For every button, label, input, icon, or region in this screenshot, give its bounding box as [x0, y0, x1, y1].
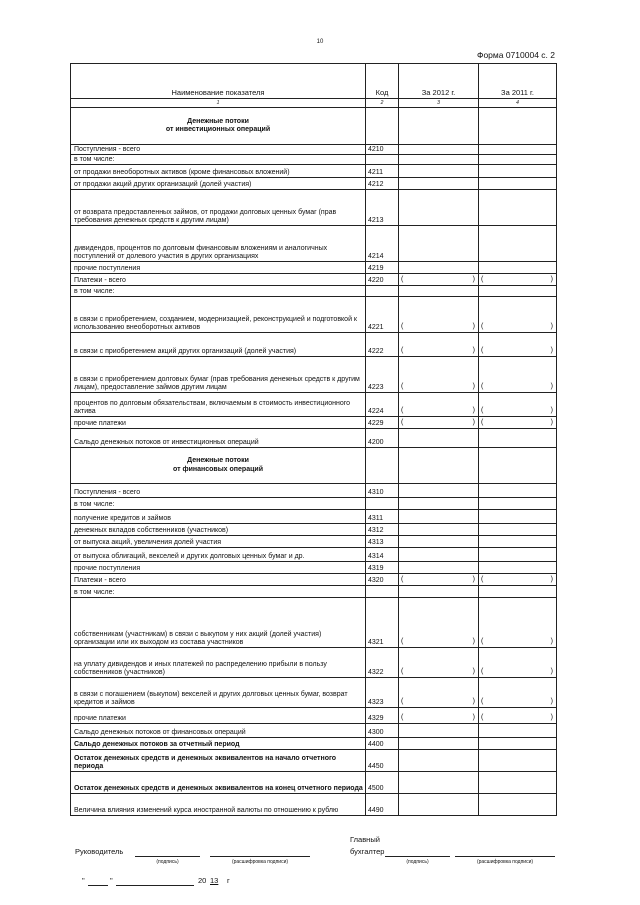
header-code: Код	[366, 64, 399, 99]
paren-close: )	[550, 406, 553, 414]
table-row	[71, 333, 557, 357]
indicator-name: от выпуска облигаций, векселей и других долговых ценных бумаг и др.	[71, 548, 366, 562]
value-current-cell[interactable]	[399, 333, 479, 357]
table-header-row	[71, 64, 557, 99]
indicator-code: 4490	[366, 794, 399, 816]
paren-close: )	[550, 575, 553, 583]
indicator-code: 4314	[366, 548, 399, 562]
value-previous-cell[interactable]	[479, 562, 557, 574]
indicator-name: денежных вкладов собственников (участников)	[71, 524, 366, 536]
form-number: Форма 0710004 с. 2	[476, 50, 555, 60]
paren-open: (	[481, 275, 484, 283]
indicator-name: дивидендов, процентов по долговым финансовым вложениям и аналогичных поступлений от долевого участия в других организациях	[71, 226, 366, 262]
indicator-name: собственникам (участникам) в связи с выкупом у них акций (долей участия) организации или их выходом из состава участников	[71, 598, 366, 648]
table-row	[71, 393, 557, 417]
value-current-cell[interactable]	[399, 648, 479, 678]
value-previous-cell[interactable]	[479, 510, 557, 524]
table-row	[71, 190, 557, 226]
value-previous-cell[interactable]	[479, 548, 557, 562]
table-row	[71, 498, 557, 510]
date-quote-close: "	[110, 876, 113, 885]
date-year-prefix: 20	[198, 876, 207, 885]
paren-open: (	[481, 346, 484, 354]
indicator-name: прочие платежи	[71, 417, 366, 429]
paren-close: )	[472, 637, 475, 645]
indicator-name: Платежи - всего	[71, 574, 366, 586]
value-previous-cell[interactable]	[479, 178, 557, 190]
value-current-cell[interactable]	[399, 226, 479, 262]
value-previous-cell[interactable]	[479, 724, 557, 738]
table-row	[71, 548, 557, 562]
paren-open: (	[401, 667, 404, 675]
chief-accountant-label-2: бухгалтер	[350, 847, 385, 856]
indicator-code: 4223	[366, 357, 399, 393]
indicator-name: Величина влияния изменений курса иностранной валюты по отношению к рублю	[71, 794, 366, 816]
value-previous-cell[interactable]	[479, 357, 557, 393]
table-row	[71, 429, 557, 448]
paren-close: )	[472, 418, 475, 426]
paren-open: (	[401, 713, 404, 721]
value-previous-cell[interactable]	[479, 678, 557, 708]
indicator-code	[366, 586, 399, 598]
value-previous-cell[interactable]	[479, 738, 557, 750]
value-previous-cell[interactable]	[479, 648, 557, 678]
paren-open: (	[401, 637, 404, 645]
head-signature-line[interactable]	[135, 856, 200, 857]
value-current-cell[interactable]	[399, 548, 479, 562]
indicator-name: в том числе:	[71, 498, 366, 510]
indicator-code: 4221	[366, 297, 399, 333]
paren-close: )	[550, 713, 553, 721]
indicator-name: прочие поступления	[71, 562, 366, 574]
paren-open: (	[481, 637, 484, 645]
indicator-code	[366, 498, 399, 510]
table-row	[71, 417, 557, 429]
indicator-code: 4214	[366, 226, 399, 262]
cash-flow-table	[70, 63, 557, 816]
paren-open: (	[481, 322, 484, 330]
paren-close: )	[472, 382, 475, 390]
paren-open: (	[481, 406, 484, 414]
head-decode-line[interactable]	[210, 856, 310, 857]
table-row	[71, 772, 557, 794]
paren-close: )	[472, 322, 475, 330]
value-previous-cell[interactable]	[479, 226, 557, 262]
paren-open: (	[481, 575, 484, 583]
table-row	[71, 178, 557, 190]
paren-close: )	[472, 713, 475, 721]
indicator-code: 4312	[366, 524, 399, 536]
value-current-cell[interactable]	[399, 155, 479, 165]
indicator-name: Сальдо денежных потоков от финансовых операций	[71, 724, 366, 738]
indicator-code	[366, 448, 399, 484]
value-current-cell[interactable]	[399, 357, 479, 393]
date-quote-open: "	[82, 876, 85, 885]
value-current-cell[interactable]	[399, 165, 479, 178]
indicator-name: в том числе:	[71, 155, 366, 165]
paren-open: (	[481, 697, 484, 705]
paren-open: (	[481, 667, 484, 675]
indicator-code	[366, 286, 399, 297]
value-current-cell[interactable]	[399, 108, 479, 145]
col-index-2: 2	[366, 99, 399, 108]
value-current-cell[interactable]	[399, 429, 479, 448]
column-index-row	[71, 99, 557, 108]
paren-open: (	[401, 418, 404, 426]
paren-open: (	[401, 697, 404, 705]
value-previous-cell[interactable]	[479, 750, 557, 772]
indicator-code: 4310	[366, 484, 399, 498]
date-year-unit: г	[227, 876, 230, 885]
indicator-name: Сальдо денежных потоков от инвестиционных операций	[71, 429, 366, 448]
indicator-code: 4323	[366, 678, 399, 708]
page-number: 10	[316, 39, 324, 45]
value-previous-cell[interactable]	[479, 574, 557, 586]
value-previous-cell[interactable]	[479, 448, 557, 484]
paren-open: (	[481, 418, 484, 426]
value-previous-cell[interactable]	[479, 429, 557, 448]
paren-close: )	[550, 382, 553, 390]
table-row	[71, 598, 557, 648]
indicator-code: 4320	[366, 574, 399, 586]
indicator-name: Остаток денежных средств и денежных эквивалентов на начало отчетного периода	[71, 750, 366, 772]
value-current-cell[interactable]	[399, 772, 479, 794]
value-current-cell[interactable]	[399, 448, 479, 484]
indicator-code: 4224	[366, 393, 399, 417]
value-previous-cell[interactable]	[479, 393, 557, 417]
paren-open: (	[401, 406, 404, 414]
indicator-code: 4450	[366, 750, 399, 772]
date-day-line[interactable]	[88, 885, 108, 886]
value-current-cell[interactable]	[399, 524, 479, 536]
date-year-suffix: 13	[210, 876, 219, 885]
value-current-cell[interactable]	[399, 498, 479, 510]
header-year-previous: За 2011 г.	[479, 64, 557, 99]
value-previous-cell[interactable]	[479, 274, 557, 286]
indicator-code: 4400	[366, 738, 399, 750]
indicator-code	[366, 155, 399, 165]
indicator-name: прочие поступления	[71, 262, 366, 274]
table-row	[71, 574, 557, 586]
table-row	[71, 286, 557, 297]
value-current-cell[interactable]	[399, 708, 479, 724]
indicator-name: от выпуска акций, увеличения долей участия	[71, 536, 366, 548]
paren-close: )	[472, 346, 475, 354]
value-current-cell[interactable]	[399, 297, 479, 333]
indicator-name: от продажи акций других организаций (долей участия)	[71, 178, 366, 190]
value-current-cell[interactable]	[399, 586, 479, 598]
value-current-cell[interactable]	[399, 794, 479, 816]
paren-open: (	[401, 322, 404, 330]
indicator-name: Остаток денежных средств и денежных эквивалентов на конец отчетного периода	[71, 772, 366, 794]
indicator-code: 4211	[366, 165, 399, 178]
table-row	[71, 165, 557, 178]
table-row	[71, 750, 557, 772]
table-row	[71, 536, 557, 548]
table-row	[71, 262, 557, 274]
value-current-cell[interactable]	[399, 536, 479, 548]
indicator-code: 4313	[366, 536, 399, 548]
value-current-cell[interactable]	[399, 484, 479, 498]
indicator-name: в связи с приобретением акций других организаций (долей участия)	[71, 333, 366, 357]
value-previous-cell[interactable]	[479, 498, 557, 510]
section-header-row	[71, 108, 557, 145]
table-row	[71, 586, 557, 598]
indicator-name: Платежи - всего	[71, 274, 366, 286]
section-header-row	[71, 448, 557, 484]
value-current-cell[interactable]	[399, 145, 479, 155]
indicator-code: 4213	[366, 190, 399, 226]
indicator-name: в связи с приобретением долговых бумаг (прав требования денежных средств к другим лицам), предоставление займов другим лицам	[71, 357, 366, 393]
paren-close: )	[472, 697, 475, 705]
value-current-cell[interactable]	[399, 678, 479, 708]
value-previous-cell[interactable]	[479, 524, 557, 536]
col-index-4: 4	[479, 99, 557, 108]
paren-close: )	[472, 575, 475, 583]
value-current-cell[interactable]	[399, 417, 479, 429]
table-row	[71, 145, 557, 155]
table-row	[71, 738, 557, 750]
header-year-current: За 2012 г.	[399, 64, 479, 99]
paren-close: )	[550, 322, 553, 330]
table-row	[71, 155, 557, 165]
value-current-cell[interactable]	[399, 598, 479, 648]
indicator-name: от продажи внеоборотных активов (кроме финансовых вложений)	[71, 165, 366, 178]
value-current-cell[interactable]	[399, 724, 479, 738]
value-previous-cell[interactable]	[479, 165, 557, 178]
indicator-code: 4329	[366, 708, 399, 724]
table-row	[71, 648, 557, 678]
table-row	[71, 510, 557, 524]
indicator-code: 4219	[366, 262, 399, 274]
value-current-cell[interactable]	[399, 286, 479, 297]
paren-close: )	[550, 346, 553, 354]
table-row	[71, 678, 557, 708]
indicator-code: 4222	[366, 333, 399, 357]
value-previous-cell[interactable]	[479, 536, 557, 548]
section-title: Денежные потоки от финансовых операций	[71, 448, 366, 484]
indicator-code: 4311	[366, 510, 399, 524]
paren-close: )	[550, 418, 553, 426]
value-previous-cell[interactable]	[479, 586, 557, 598]
indicator-code: 4319	[366, 562, 399, 574]
table-row	[71, 794, 557, 816]
indicator-code: 4220	[366, 274, 399, 286]
paren-close: )	[472, 667, 475, 675]
value-previous-cell[interactable]	[479, 708, 557, 724]
indicator-code: 4500	[366, 772, 399, 794]
table-row	[71, 524, 557, 536]
table-row	[71, 708, 557, 724]
value-current-cell[interactable]	[399, 574, 479, 586]
paren-close: )	[472, 406, 475, 414]
indicator-name: Поступления - всего	[71, 484, 366, 498]
indicator-name: Поступления - всего	[71, 145, 366, 155]
paren-open: (	[481, 382, 484, 390]
table-row	[71, 724, 557, 738]
table-row	[71, 274, 557, 286]
value-previous-cell[interactable]	[479, 772, 557, 794]
paren-close: )	[550, 275, 553, 283]
indicator-code: 4200	[366, 429, 399, 448]
paren-open: (	[481, 713, 484, 721]
value-previous-cell[interactable]	[479, 262, 557, 274]
indicator-code: 4300	[366, 724, 399, 738]
value-current-cell[interactable]	[399, 738, 479, 750]
chief-decode-line[interactable]	[455, 856, 555, 857]
value-previous-cell[interactable]	[479, 297, 557, 333]
paren-close: )	[472, 275, 475, 283]
value-current-cell[interactable]	[399, 274, 479, 286]
indicator-name: в связи с приобретением, созданием, модернизацией, реконструкцией и подготовкой к использованию внеоборотных активов	[71, 297, 366, 333]
table-row	[71, 562, 557, 574]
date-month-line[interactable]	[116, 885, 194, 886]
value-previous-cell[interactable]	[479, 484, 557, 498]
value-current-cell[interactable]	[399, 510, 479, 524]
indicator-name: получение кредитов и займов	[71, 510, 366, 524]
paren-close: )	[550, 637, 553, 645]
indicator-code: 4212	[366, 178, 399, 190]
chief-sign-caption: (подпись)	[406, 859, 429, 865]
indicator-code: 4322	[366, 648, 399, 678]
chief-accountant-label-1: Главный	[350, 835, 380, 844]
table-row	[71, 297, 557, 333]
table-row	[71, 226, 557, 262]
paren-open: (	[401, 346, 404, 354]
indicator-name: от возврата предоставленных займов, от продажи долговых ценных бумаг (прав требования денежных средств к другим лицам)	[71, 190, 366, 226]
value-previous-cell[interactable]	[479, 794, 557, 816]
chief-signature-line[interactable]	[385, 856, 450, 857]
paren-close: )	[550, 667, 553, 675]
chief-decode-caption: (расшифровка подписи)	[476, 859, 534, 865]
indicator-name: в том числе:	[71, 286, 366, 297]
paren-open: (	[401, 382, 404, 390]
indicator-code: 4210	[366, 145, 399, 155]
value-previous-cell[interactable]	[479, 145, 557, 155]
value-current-cell[interactable]	[399, 190, 479, 226]
paren-open: (	[401, 575, 404, 583]
value-previous-cell[interactable]	[479, 286, 557, 297]
value-previous-cell[interactable]	[479, 333, 557, 357]
indicator-name: прочие платежи	[71, 708, 366, 724]
value-previous-cell[interactable]	[479, 598, 557, 648]
section-title: Денежные потоки от инвестиционных операций	[71, 108, 366, 145]
indicator-name: в связи с погашением (выкупом) векселей и других долговых ценных бумаг, возврат кредитов и займов	[71, 678, 366, 708]
value-current-cell[interactable]	[399, 178, 479, 190]
head-sign-caption: (подпись)	[156, 859, 179, 865]
paren-open: (	[401, 275, 404, 283]
paren-close: )	[550, 697, 553, 705]
indicator-name: процентов по долговым обязательствам, включаемым в стоимость инвестиционного актива	[71, 393, 366, 417]
indicator-code: 4321	[366, 598, 399, 648]
header-name: Наименование показателя	[71, 64, 366, 99]
indicator-code: 4229	[366, 417, 399, 429]
value-current-cell[interactable]	[399, 562, 479, 574]
indicator-name: на уплату дивидендов и иных платежей по распределению прибыли в пользу собственников (участников)	[71, 648, 366, 678]
value-previous-cell[interactable]	[479, 108, 557, 145]
value-current-cell[interactable]	[399, 262, 479, 274]
value-current-cell[interactable]	[399, 750, 479, 772]
indicator-code	[366, 108, 399, 145]
value-previous-cell[interactable]	[479, 190, 557, 226]
head-label: Руководитель	[75, 847, 124, 856]
value-previous-cell[interactable]	[479, 417, 557, 429]
value-current-cell[interactable]	[399, 393, 479, 417]
indicator-name: в том числе:	[71, 586, 366, 598]
col-index-3: 3	[399, 99, 479, 108]
table-row	[71, 484, 557, 498]
table-row	[71, 357, 557, 393]
head-decode-caption: (расшифровка подписи)	[231, 859, 289, 865]
col-index-1: 1	[71, 99, 366, 108]
value-previous-cell[interactable]	[479, 155, 557, 165]
indicator-name: Сальдо денежных потоков за отчетный период	[71, 738, 366, 750]
